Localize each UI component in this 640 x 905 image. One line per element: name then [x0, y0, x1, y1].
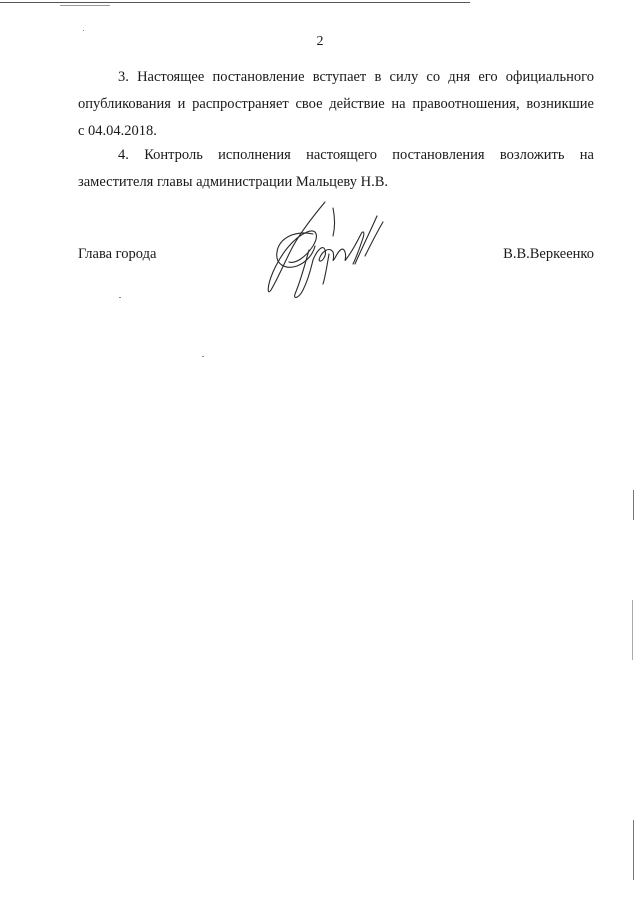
scan-speck	[83, 30, 84, 31]
paragraph-line: с 04.04.2018.	[78, 123, 157, 139]
signatory-name: В.В.Веркеенко	[503, 246, 594, 262]
signatory-title: Глава города	[78, 246, 157, 262]
top-scan-rule-secondary	[60, 5, 110, 6]
handwritten-signature	[255, 194, 385, 306]
paragraph-line: 3. Настоящее постановление вступает в силу со дня его официального	[118, 69, 594, 85]
scan-edge-mark	[633, 820, 634, 880]
paragraph-line: опубликования и распространяет свое действие на правоотношения, возникшие	[78, 96, 594, 112]
scan-speck	[119, 297, 121, 298]
paragraph-4	[78, 142, 594, 196]
scan-speck	[202, 356, 204, 357]
scan-edge-mark	[633, 490, 634, 520]
paragraph-3	[78, 64, 594, 145]
page-number: 2	[316, 34, 324, 49]
paragraph-line: 4. Контроль исполнения настоящего постановления возложить на	[118, 147, 594, 163]
paragraph-line: заместителя главы администрации Мальцеву Н.В.	[78, 174, 388, 190]
top-scan-rule	[0, 2, 470, 3]
scan-edge-mark	[632, 600, 633, 660]
